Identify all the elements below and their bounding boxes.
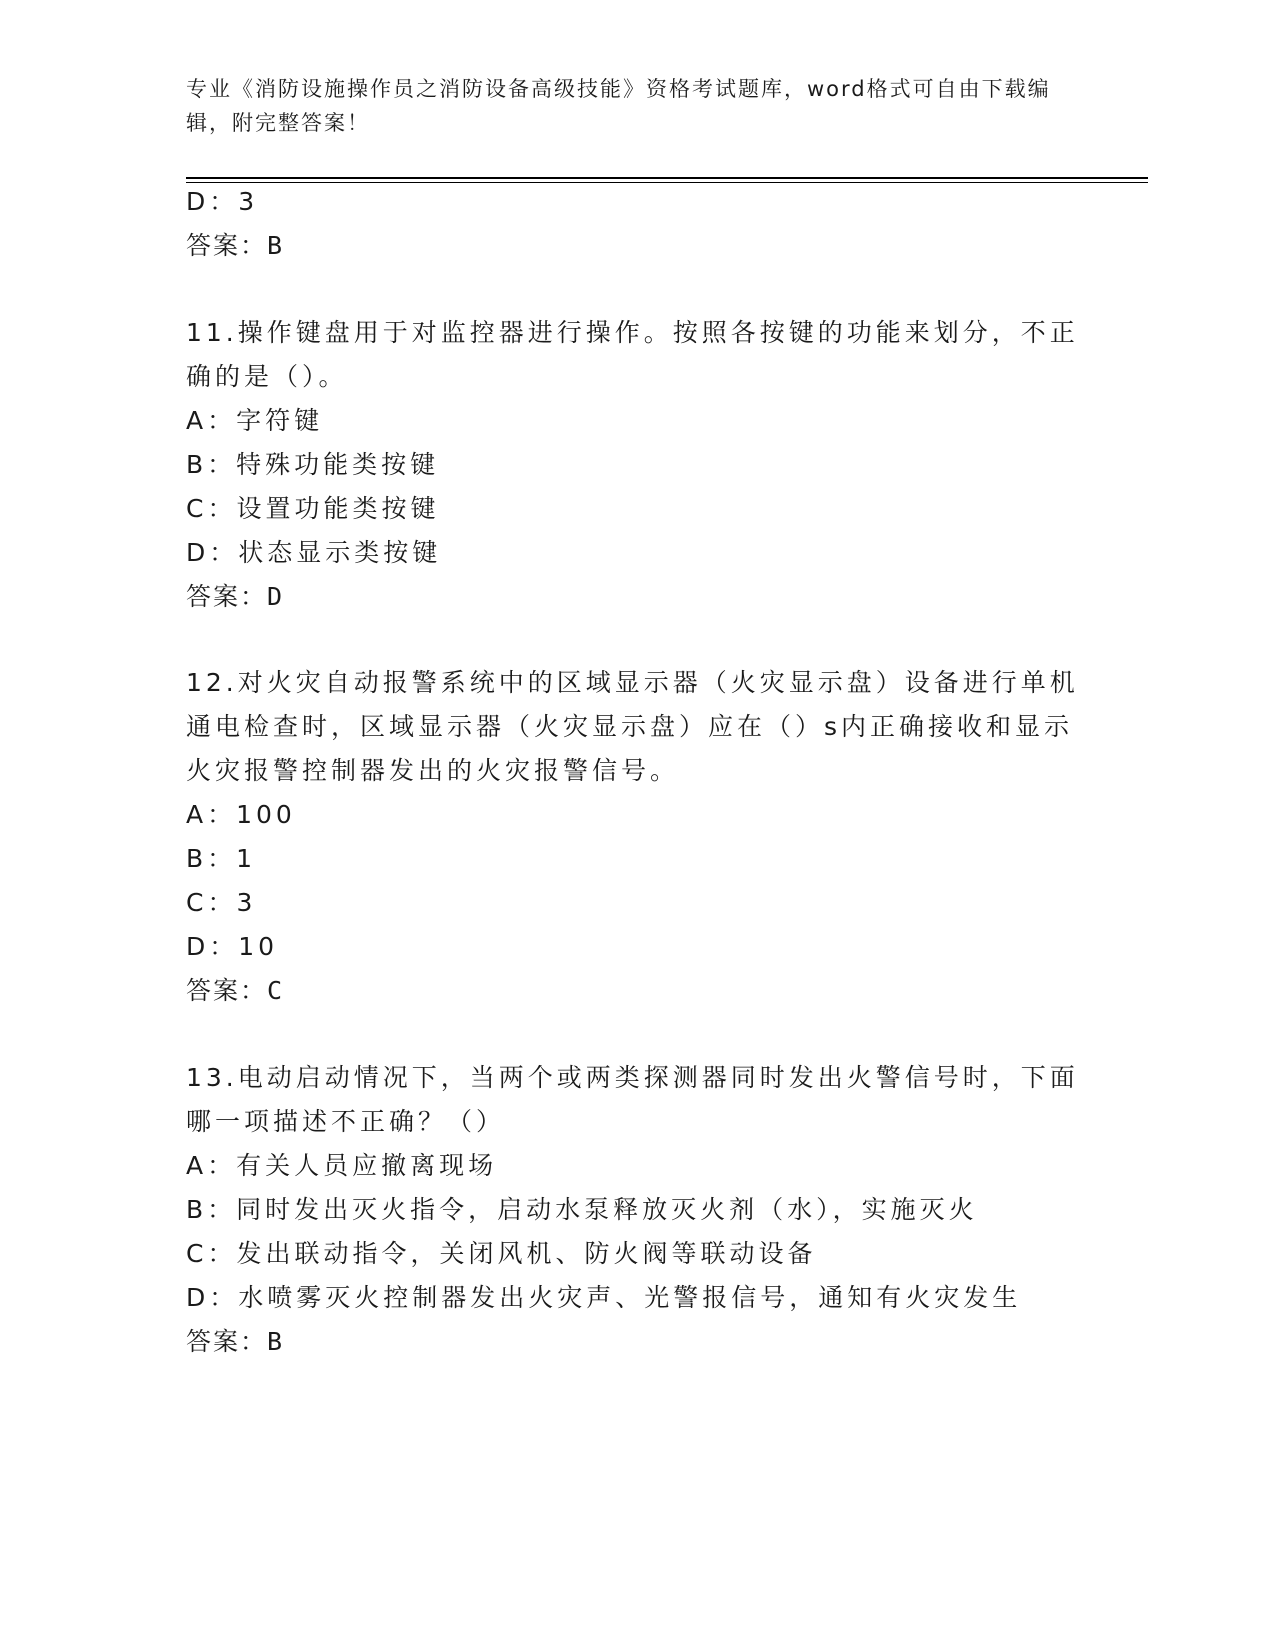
document-header: 专业《消防设施操作员之消防设备高级技能》资格考试题库，word格式可自由下载编辑，附完整答案！ — [186, 77, 1051, 135]
question-12-option-b: B：1 — [186, 844, 257, 873]
question-11-option-d: D：状态显示类按键 — [186, 538, 442, 567]
prev-question-option-d: D：3 — [186, 187, 259, 216]
question-12-option-d: D：10 — [186, 932, 279, 961]
answer-label: 答案： — [186, 582, 268, 611]
question-13-stem-line-2: 哪一项描述不正确？（） — [186, 1107, 506, 1136]
question-13-option-b: B：同时发出灭火指令，启动水泵释放灭火剂（水），实施灭火 — [186, 1195, 978, 1224]
question-12-answer — [186, 974, 284, 1008]
answer-label: 答案： — [186, 1327, 268, 1356]
question-11-option-c: C：设置功能类按键 — [186, 494, 440, 523]
question-13-answer — [186, 1325, 284, 1359]
question-13-option-d: D：水喷雾灭火控制器发出火灾声、光警报信号，通知有火灾发生 — [186, 1283, 1022, 1312]
question-11-option-b: B：特殊功能类按键 — [186, 450, 440, 479]
question-11-option-a: A：字符键 — [186, 406, 324, 435]
question-12-stem-line-1: 12.对火灾自动报警系统中的区域显示器（火灾显示盘）设备进行单机 — [186, 668, 1079, 697]
question-13-stem-line-1: 13.电动启动情况下，当两个或两类探测器同时发出火警信号时，下面 — [186, 1063, 1079, 1092]
prev-question-answer — [186, 229, 284, 263]
answer-value: B — [267, 231, 285, 260]
answer-label: 答案： — [186, 231, 268, 260]
answer-label: 答案： — [186, 976, 268, 1005]
answer-value: C — [267, 976, 285, 1005]
answer-value: B — [267, 1327, 285, 1356]
question-12-option-c: C：3 — [186, 888, 257, 917]
question-12-stem-line-3: 火灾报警控制器发出的火灾报警信号。 — [186, 756, 680, 785]
question-12-option-a: A：100 — [186, 800, 296, 829]
answer-value: D — [267, 582, 285, 611]
question-11-stem-line-1: 11.操作键盘用于对监控器进行操作。按照各按键的功能来划分，不正 — [186, 318, 1079, 347]
question-12-stem-line-2: 通电检查时，区域显示器（火灾显示盘）应在（）s内正确接收和显示 — [186, 712, 1074, 741]
question-11-stem-line-2: 确的是（）。 — [186, 362, 348, 391]
header-divider-thick — [186, 177, 1148, 179]
question-13-option-c: C：发出联动指令，关闭风机、防火阀等联动设备 — [186, 1239, 817, 1268]
question-13-option-a: A：有关人员应撤离现场 — [186, 1151, 498, 1180]
question-11-answer — [186, 580, 284, 614]
header-divider-thin — [186, 182, 1148, 183]
